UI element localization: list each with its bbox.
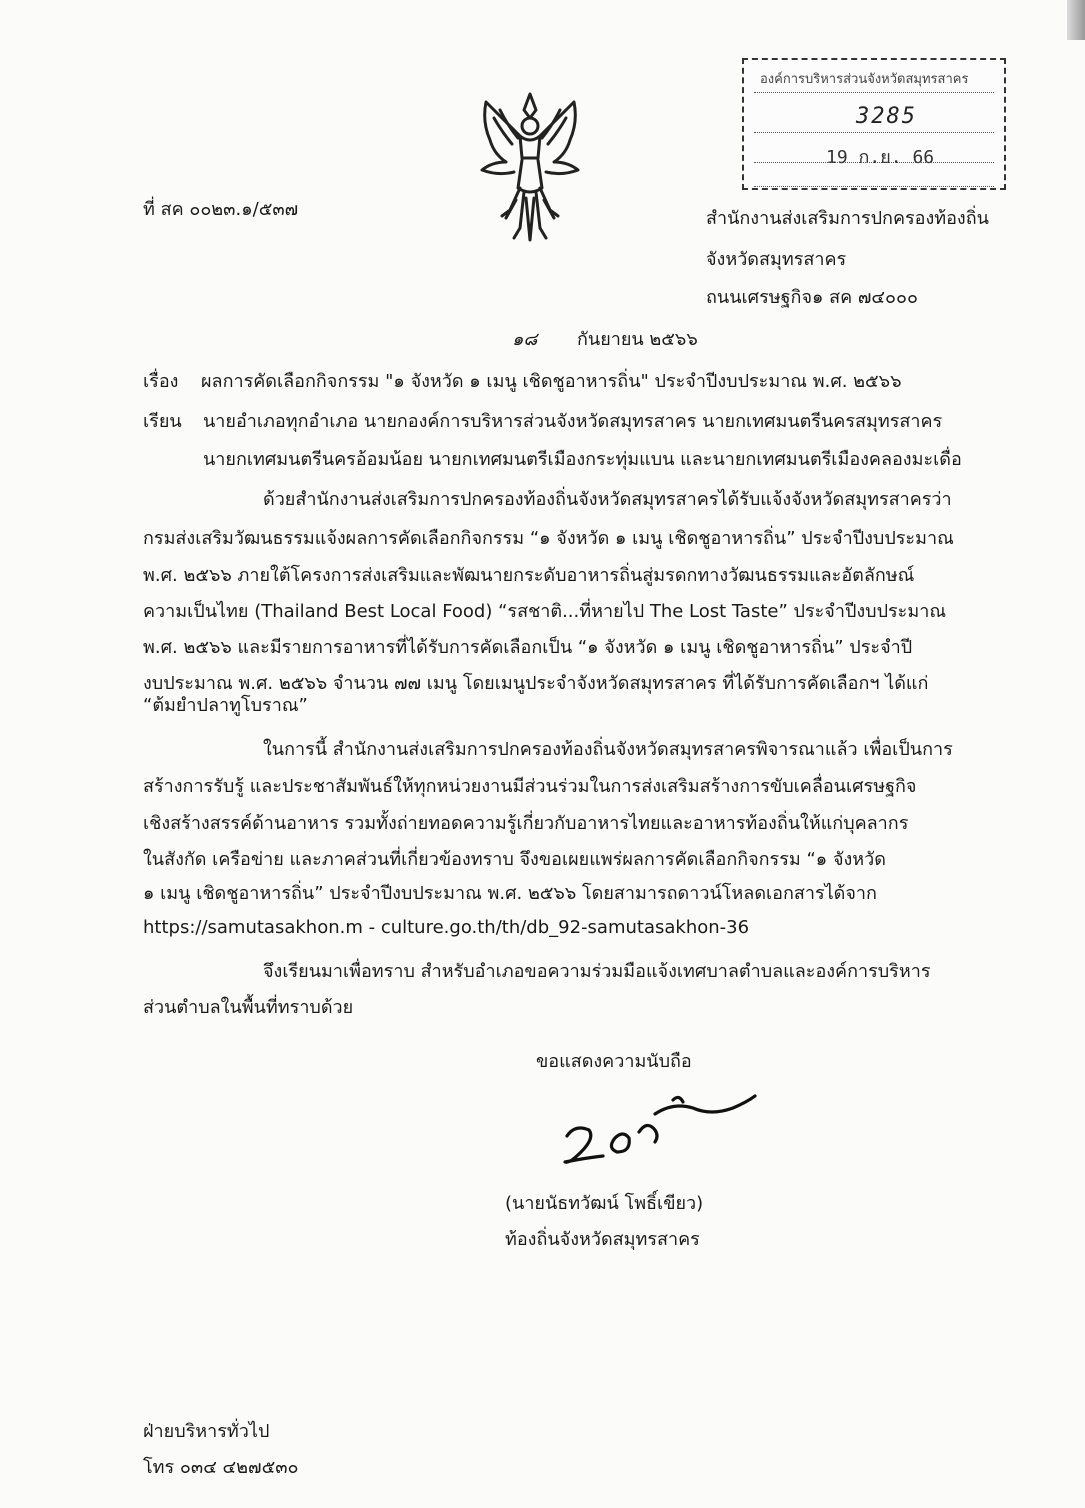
closing-text: ขอแสดงความนับถือ (536, 1051, 692, 1072)
paragraph3-line: ส่วนตำบลในพื้นที่ทราบด้วย (143, 997, 354, 1018)
paragraph1-line: พ.ศ. ๒๕๖๖ และมีรายการอาหารที่ได้รับการคัดเลือกเป็น “๑ จังหวัด ๑ เมนู เชิดชูอาหารถิ่น” ประจำปี (143, 637, 913, 658)
reference-number: ที่ สค ๐๐๒๓.๑/๕๓๗ (143, 199, 299, 220)
stamp-row-line (754, 106, 994, 133)
paragraph3-line: จึงเรียนมาเพื่อทราบ สำหรับอำเภอขอความร่วมมือแจ้งเทศบาลตำบลและองค์การบริหาร (263, 961, 931, 982)
stamp-office: องค์การบริหารส่วนจังหวัดสมุทรสาคร (760, 72, 969, 87)
subject-label: เรื่อง (143, 371, 179, 392)
addressee-label: เรียน (143, 411, 182, 432)
paragraph2-line: เชิงสร้างสรรค์ด้านอาหาร รวมทั้งถ่ายทอดความรู้เกี่ยวกับอาหารไทยและอาหารท้องถิ่นให้แก่บุคลากร (143, 813, 909, 834)
stamp-receive-number: 3285 (856, 104, 917, 129)
stamp-row-line (754, 66, 994, 93)
paragraph1-line: พ.ศ. ๒๕๖๖ ภายใต้โครงการส่งเสริมและพัฒนายกระดับอาหารถิ่นสู่มรดกทางวัฒนธรรมและอัตลักษณ์ (143, 565, 915, 586)
sender-office-line3: ถนนเศรษฐกิจ๑ สค ๗๔๐๐๐ (706, 287, 919, 308)
paragraph2-url: https://samutasakhon.m - culture.go.th/th/db_92-samutasakhon-36 (143, 917, 750, 938)
paragraph2-line: ในสังกัด เครือข่าย และภาคส่วนที่เกี่ยวข้องทราบ จึงขอเผยแพร่ผลการคัดเลือกกิจกรรม “๑ จังหวัด (143, 849, 886, 870)
footer-phone: โทร ๐๓๔ ๔๒๗๕๓๐ (143, 1457, 299, 1478)
letter-date-month-year: กันยายน ๒๕๖๖ (577, 329, 698, 350)
letter-date-day: ๑๘ (512, 329, 538, 350)
paragraph2-line: สร้างการรับรู้ และประชาสัมพันธ์ให้ทุกหน่วยงานมีส่วนร่วมในการส่งเสริมสร้างการขับเคลื่อนเศรษฐกิจ (143, 776, 917, 797)
paragraph1-line: ความเป็นไทย (Thailand Best Local Food) “รสชาติ...ที่หายไป The Lost Taste” ประจำปีงบประมาณ (143, 601, 947, 622)
addressee-line1: นายอำเภอทุกอำเภอ นายกองค์การบริหารส่วนจังหวัดสมุทรสาคร นายกเทศมนตรีนครสมุทรสาคร (203, 411, 943, 432)
paragraph1-line: “ต้มยำปลาทูโบราณ” (143, 695, 308, 716)
stamp-row-line (754, 136, 994, 163)
stamp-date: 19 ก.ย. 66 (826, 147, 935, 168)
stamp-row-line (754, 160, 994, 187)
receive-stamp (742, 58, 1006, 190)
scan-edge-shadow (1067, 0, 1085, 40)
subject-text: ผลการคัดเลือกกิจกรรม "๑ จังหวัด ๑ เมนู เชิดชูอาหารถิ่น" ประจำปีงบประมาณ พ.ศ. ๒๕๖๖ (201, 371, 902, 392)
signer-name: (นายนัธทวัฒน์ โพธิ์เขียว) (505, 1193, 704, 1214)
garuda-emblem-icon (472, 88, 588, 248)
paragraph1-line: กรมส่งเสริมวัฒนธรรมแจ้งผลการคัดเลือกกิจกรรม “๑ จังหวัด ๑ เมนู เชิดชูอาหารถิ่น” ประจำปีงบประมาณ (143, 528, 954, 549)
signer-title: ท้องถิ่นจังหวัดสมุทรสาคร (505, 1229, 700, 1250)
footer-department: ฝ่ายบริหารทั่วไป (143, 1421, 270, 1442)
paragraph1-line: ด้วยสำนักงานส่งเสริมการปกครองท้องถิ่นจังหวัดสมุทรสาครได้รับแจ้งจังหวัดสมุทรสาครว่า (263, 489, 952, 510)
signature-image (555, 1078, 765, 1178)
sender-office-line1: สำนักงานส่งเสริมการปกครองท้องถิ่น (706, 208, 989, 229)
sender-office-line2: จังหวัดสมุทรสาคร (706, 249, 847, 270)
paragraph2-line: ในการนี้ สำนักงานส่งเสริมการปกครองท้องถิ่นจังหวัดสมุทรสาครพิจารณาแล้ว เพื่อเป็นการ (263, 739, 953, 760)
paragraph2-line: ๑ เมนู เชิดชูอาหารถิ่น” ประจำปีงบประมาณ พ.ศ. ๒๕๖๖ โดยสามารถดาวน์โหลดเอกสารได้จาก (143, 883, 877, 904)
addressee-line2: นายกเทศมนตรีนครอ้อมน้อย นายกเทศมนตรีเมืองกระทุ่มแบน และนายกเทศมนตรีเมืองคลองมะเดื่อ (203, 449, 962, 470)
paragraph1-line: งบประมาณ พ.ศ. ๒๕๖๖ จำนวน ๗๗ เมนู โดยเมนูประจำจังหวัดสมุทรสาคร ที่ได้รับการคัดเลือกฯ ได้แก่ (143, 673, 929, 694)
